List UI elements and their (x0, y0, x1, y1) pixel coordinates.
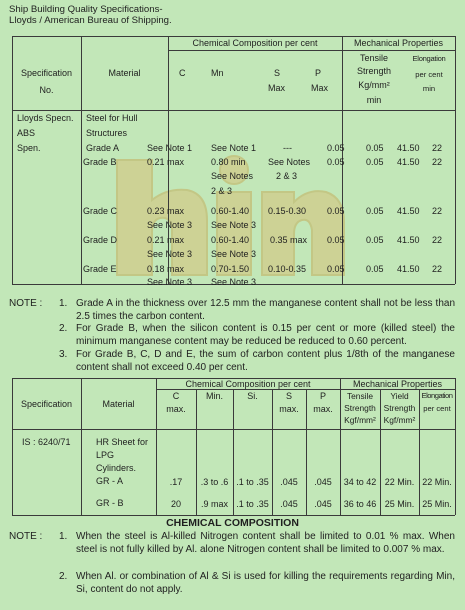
min-value: .3 to .6 (200, 477, 229, 487)
c-value: 20 (170, 499, 181, 509)
table1-chem-group-divider (168, 50, 342, 51)
elongation-value: 22 (432, 157, 443, 167)
table2-mech-group-header: Mechanical Properties (352, 379, 443, 389)
table2-right-border (455, 378, 456, 515)
p-value: 0.05 (327, 143, 345, 153)
s-value: --- (283, 143, 292, 153)
table2-material-line3: Cylinders. (96, 463, 137, 473)
notes1-text-2: For Grade B, when the silicon content is 0.15 per cent or more (killed steel) the minimum manganese content may be reduced be reduced to 0.60 percent. (76, 323, 455, 347)
notes2-num-2: 2. (59, 571, 68, 582)
table1-material-line1: Steel for Hull (86, 113, 138, 123)
min-value: .9 max (200, 499, 228, 509)
table1-material-line2: Structures (86, 128, 128, 138)
tensile-value-2: 41.50 (397, 235, 420, 245)
si-value: .1 to .35 (236, 477, 269, 487)
table1-col-tensile-4: min (366, 95, 382, 105)
table2-col-tensile-1: Tensile (346, 391, 374, 401)
notes2-text-1: When the steel is Al-killed Nitrogen content shall be limited to 0.01 % max. When steel is not fully killed by Al. alone Nitrogen content shall be limited to 0.007 % max. (76, 531, 455, 555)
c-value: 0.21 max (147, 235, 185, 245)
table1-col-material: Material (108, 68, 141, 78)
elongation-value: 22 (432, 264, 443, 274)
grade-label: Grade A (86, 143, 120, 153)
p-value: .045 (314, 499, 332, 509)
mn-value: 0.60-1.40 (211, 235, 250, 245)
table2-chem-group-header: Chemical Composition per cent (185, 379, 311, 389)
yield-value: 25 Min. (384, 499, 415, 509)
table1-col-mn: Mn (211, 68, 224, 78)
s-value: .045 (280, 499, 298, 509)
c-note: See Note 3 (147, 277, 193, 287)
tensile-value: 0.05 (366, 157, 384, 167)
notes2-text-2: When Al. or combination of Al & Si is used for killing the requirements regarding Min, Si, content do not apply. (76, 571, 455, 595)
p-value: 0.05 (327, 264, 345, 274)
notes2-label: NOTE : (9, 531, 43, 542)
table2-col-yield-1: Yield (390, 391, 409, 401)
s-value: 0.35 max (270, 235, 308, 245)
table1-col-spec: Specification (20, 68, 73, 78)
table2-col-yield-3: Kgf/mm² (383, 415, 416, 425)
table2-col-s-max: max. (279, 404, 299, 414)
tensile-value: 0.05 (366, 143, 384, 153)
table2-col-material: Material (102, 399, 135, 409)
notes2-num-1: 1. (59, 531, 68, 542)
table2-col-tensile-2: Strength (344, 403, 376, 413)
grade-label: Grade B (83, 157, 117, 167)
notes1-text-3: For Grade B, C, D and E, the sum of carbon content plus 1/8th of the manganese content shall not exceed 0.40 per cent. (76, 349, 455, 373)
tensile-value-2: 41.50 (397, 264, 420, 274)
table1-right-border (455, 36, 456, 284)
tensile-value-2: 41.50 (397, 143, 420, 153)
table2-col-s: S (285, 391, 292, 401)
mn-value: See Note 1 (211, 143, 257, 153)
p-value: 0.05 (327, 157, 345, 167)
table2-col-elong-1: Elongation (421, 391, 453, 400)
mn-value: 0.80 min (211, 157, 246, 167)
mn-value: 0.60-1.40 (211, 206, 250, 216)
elongation-value: 22 Min. (422, 477, 452, 487)
grade-label: GR - B (96, 498, 124, 508)
table1-col-tensile-1: Tensile (359, 53, 388, 63)
c-note: See Note 3 (147, 220, 193, 230)
notes1-num-1: 1. (59, 298, 68, 309)
table1-col-elong-3: min (422, 84, 436, 93)
mn-note-line1: See Notes (211, 171, 254, 181)
c-value: 0.18 max (147, 264, 185, 274)
notes1-num-3: 3. (59, 349, 68, 360)
table1-col-s: S (274, 68, 281, 78)
table2-col-c-max: max. (166, 404, 186, 414)
table2-col-tensile-3: Kgf/mm² (344, 415, 376, 425)
mn-note: See Note 3 (211, 249, 257, 259)
grade-label: Grade E (83, 264, 117, 274)
table1-chem-group-header: Chemical Composition per cent (192, 38, 318, 48)
table1-header-bottom-border (12, 110, 455, 111)
c-value: .17 (169, 477, 183, 487)
elongation-value: 22 (432, 235, 443, 245)
header-line1: Ship Building Quality Specifications- (9, 4, 163, 15)
elongation-value: 25 Min. (422, 499, 452, 509)
tensile-value: 0.05 (366, 206, 384, 216)
grade-label: Grade C (83, 206, 118, 216)
p-value: .045 (314, 477, 332, 487)
grade-label: Grade D (83, 235, 118, 245)
p-value: 0.05 (327, 206, 345, 216)
table1-col-elong-2: per cent (415, 70, 443, 79)
mn-note-line2: 2 & 3 (211, 186, 233, 196)
table1-col-p: P (315, 68, 322, 78)
table2-col-divider-min (233, 389, 234, 515)
table1-spec-line3: Spen. (17, 143, 41, 153)
c-value: 0.21 max (147, 157, 185, 167)
table2-col-min: Min. (205, 391, 223, 401)
elongation-value: 22 (432, 206, 443, 216)
c-value: See Note 1 (147, 143, 193, 153)
table1-col-c: C (179, 68, 186, 78)
table1-top-border (12, 36, 455, 37)
table1-spec-line2: ABS (17, 128, 36, 138)
header-line2: Lloyds / American Bureau of Shipping. (9, 15, 172, 26)
tensile-value: 0.05 (366, 264, 384, 274)
notes1-text-1: Grade A in the thickness over 12.5 mm the manganese content shall not be less than 2.5 times the carbon content. (76, 298, 455, 322)
si-value: .1 to .35 (236, 499, 269, 509)
table2-col-divider-c (196, 389, 197, 515)
table1-col-s-max: Max (268, 83, 286, 93)
p-value: 0.05 (327, 235, 345, 245)
table1-mech-group-divider (342, 50, 455, 51)
chemical-composition-heading: CHEMICAL COMPOSITION (166, 517, 299, 529)
table2-col-yield-2: Strength (383, 403, 416, 413)
notes1-num-2: 2. (59, 323, 68, 334)
table2-col-c: C (172, 391, 180, 401)
mn-note: See Note 3 (211, 277, 257, 287)
notes1-label: NOTE : (9, 298, 43, 309)
s-value: 0.15-0.30 (268, 206, 307, 216)
elongation-value: 22 (432, 143, 443, 153)
table1-col-elong-1: Elongation (412, 54, 446, 63)
grade-label: GR - A (96, 476, 124, 486)
table2-col-spec: Specification (20, 399, 73, 409)
s-value-2: 2 & 3 (276, 171, 298, 181)
table1-mech-group-header: Mechanical Properties (353, 38, 444, 48)
table2-col-p-max: max. (313, 404, 333, 414)
s-value: .045 (280, 477, 298, 487)
table2-bottom-border (12, 515, 455, 516)
table1-col-tensile-2: Strength (356, 66, 392, 76)
table1-spec-line1: Lloyds Specn. (17, 113, 74, 123)
c-value: 0.23 max (147, 206, 185, 216)
tensile-value-2: 41.50 (397, 206, 420, 216)
tensile-value: 34 to 42 (343, 477, 377, 487)
table1-col-spec-no: No. (39, 85, 54, 95)
tensile-value-2: 41.50 (397, 157, 420, 167)
table2-col-si: Si. (247, 391, 258, 401)
mn-note: See Note 3 (211, 220, 257, 230)
table1-col-p-max: Max (311, 83, 329, 93)
table2-spec-value: IS : 6240/71 (22, 437, 71, 447)
mn-value: 0.70-1.50 (211, 264, 250, 274)
tensile-value: 36 to 46 (343, 499, 377, 509)
table2-material-line2: LPG (96, 450, 115, 460)
s-value: 0.10-0.35 (268, 264, 307, 274)
table2-col-p: P (319, 391, 326, 401)
tensile-value: 0.05 (366, 235, 384, 245)
table2-material-line1: HR Sheet for (96, 437, 149, 447)
table2-col-elong-2: per cent (423, 404, 451, 413)
c-note: See Note 3 (147, 249, 193, 259)
yield-value: 22 Min. (384, 477, 415, 487)
table1-col-tensile-3: Kg/mm² (358, 80, 390, 90)
s-value: See Notes (268, 157, 311, 167)
